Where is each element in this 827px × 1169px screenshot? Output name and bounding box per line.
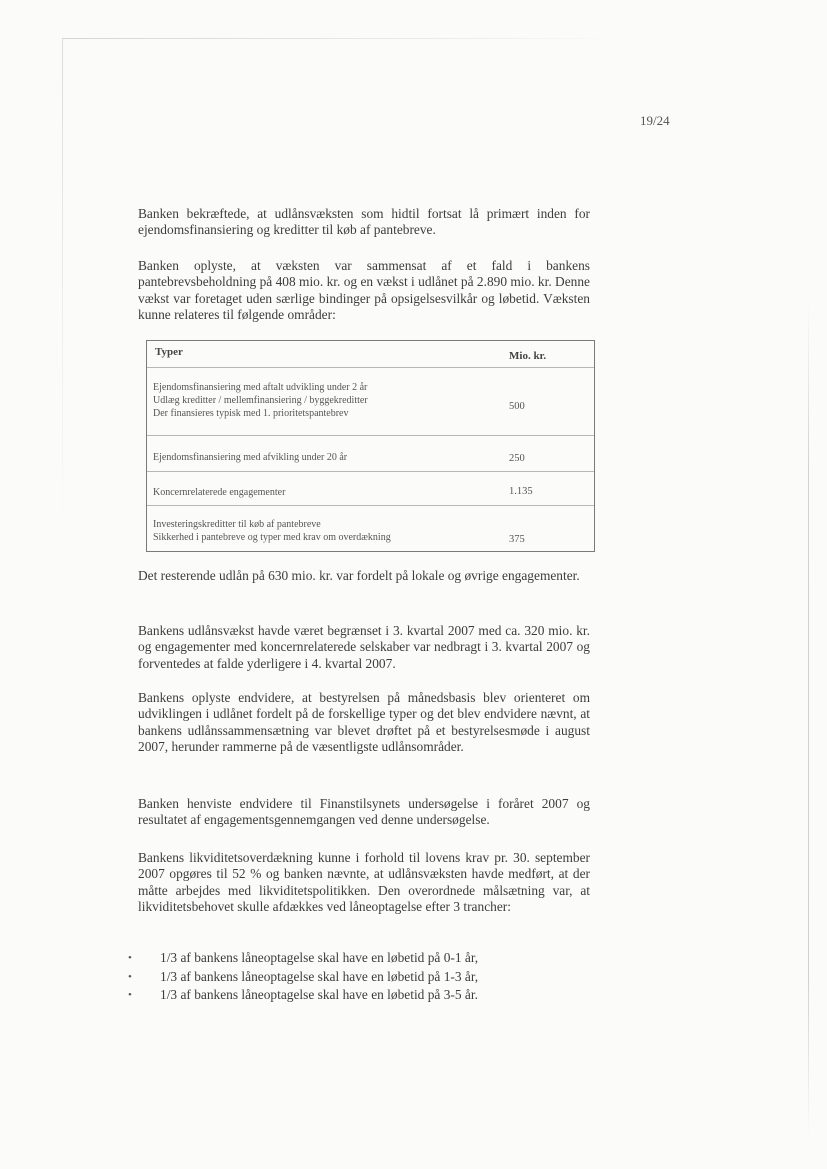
- paragraph-remaining-loans: Det resterende udlån på 630 mio. kr. var fordelt på lokale og øvrige engagementer.: [138, 568, 580, 583]
- table-divider: [147, 435, 594, 436]
- paragraph-loan-growth: Banken bekræftede, at udlånsvæksten som hidtil fortsat lå primært inden for ejendomsfinansiering og kreditter til køb af pantebreve.: [138, 206, 590, 238]
- paragraph-board-reporting: Bankens oplyste endvidere, at bestyrelsen på månedsbasis blev orienteret om udviklingen i udlånet fordelt på de forskellige typer og det blev endvidere nævnt, at bankens udlånssammensætning var blevet drøftet på et bestyrelsesmøde i august 2007, herunder rammerne på de væsentligste udlånsområder.: [138, 690, 590, 755]
- table-header-amount: Mio. kr.: [509, 350, 547, 362]
- table-row-desc: [153, 518, 391, 544]
- table-row-amount: 250: [509, 453, 525, 464]
- table-row-line: Sikkerhed i pantebreve og typer med krav om overdækning: [153, 532, 391, 543]
- table-divider: [147, 505, 594, 506]
- paragraph-q3-growth: Bankens udlånsvækst havde været begrænset i 3. kvartal 2007 med ca. 320 mio. kr. og engagementer med koncernrelaterede selskaber var nedbragt i 3. kvartal 2007 og forventedes at falde yderligere i 4. kvartal 2007.: [138, 623, 590, 671]
- list-item-text: 1/3 af bankens låneoptagelse skal have en løbetid på 1-3 år,: [160, 968, 479, 984]
- paragraph-liquidity: Bankens likviditetsoverdækning kunne i forhold til lovens krav pr. 30. september 2007 opgøres til 52 % og banken nævnte, at udlånsvæksten havde medført, at der måtte arbejdes med likviditetspolitikken. Den overordnede målsætning var, at likviditetsbehovet skulle afdækkes ved låneoptagelse efter 3 trancher:: [138, 850, 590, 915]
- table-row-line: Udlæg kreditter / mellemfinansiering / byggekreditter: [153, 395, 368, 406]
- list-item: [128, 986, 598, 1005]
- bullet-icon: •: [128, 952, 132, 964]
- list-item-text: 1/3 af bankens låneoptagelse skal have en løbetid på 0-1 år,: [160, 950, 479, 965]
- list-item: [128, 949, 598, 968]
- table-row-desc: [153, 451, 347, 464]
- table-row-line: Investeringskreditter til køb af pantebreve: [153, 519, 321, 530]
- table-row-amount: 1.135: [509, 486, 533, 497]
- list-item: [128, 968, 598, 987]
- table-row-line: Ejendomsfinansiering med afvikling under 20 år: [153, 452, 348, 463]
- table-row-amount: 375: [509, 534, 525, 545]
- list-item-text: 1/3 af bankens låneoptagelse skal have en løbetid på 3-5 år.: [160, 987, 478, 1002]
- table-row-line: Ejendomsfinansiering med aftalt udvikling under 2 år: [153, 382, 368, 393]
- loan-types-table: [146, 340, 595, 552]
- scan-edge-top: [62, 38, 622, 39]
- page-number: 19/24: [640, 113, 670, 128]
- bullet-icon: •: [128, 989, 132, 1001]
- table-divider: [147, 367, 594, 368]
- table-header-type: Typer: [155, 346, 183, 358]
- funding-tranches-list: [128, 949, 598, 1005]
- paragraph-fsa-review: Banken henviste endvidere til Finanstilsynets undersøgelse i foråret 2007 og resultatet af engagementsgennemgangen ved denne undersøgelse.: [138, 796, 590, 828]
- bullet-icon: •: [128, 970, 132, 983]
- table-row-line: Koncernrelaterede engagementer: [153, 487, 286, 498]
- paragraph-growth-composition: Banken oplyste, at væksten var sammensat af et fald i bankens pantebrevsbeholdning på 408 mio. kr. og en vækst i udlånet på 2.890 mio. kr. Denne vækst var foretaget uden særlige bindinger på opsigelsesvilkår og løbetid. Væksten kunne relateres til følgende områder:: [138, 258, 590, 323]
- table-row-desc: [153, 381, 368, 420]
- table-row-line: Der finansieres typisk med 1. prioritetspantebrev: [153, 408, 349, 419]
- table-row-amount: 500: [509, 401, 525, 412]
- table-divider: [147, 471, 594, 472]
- table-row-desc: [153, 486, 285, 499]
- scan-edge-left: [62, 38, 63, 538]
- scan-edge-right: [808, 300, 809, 1140]
